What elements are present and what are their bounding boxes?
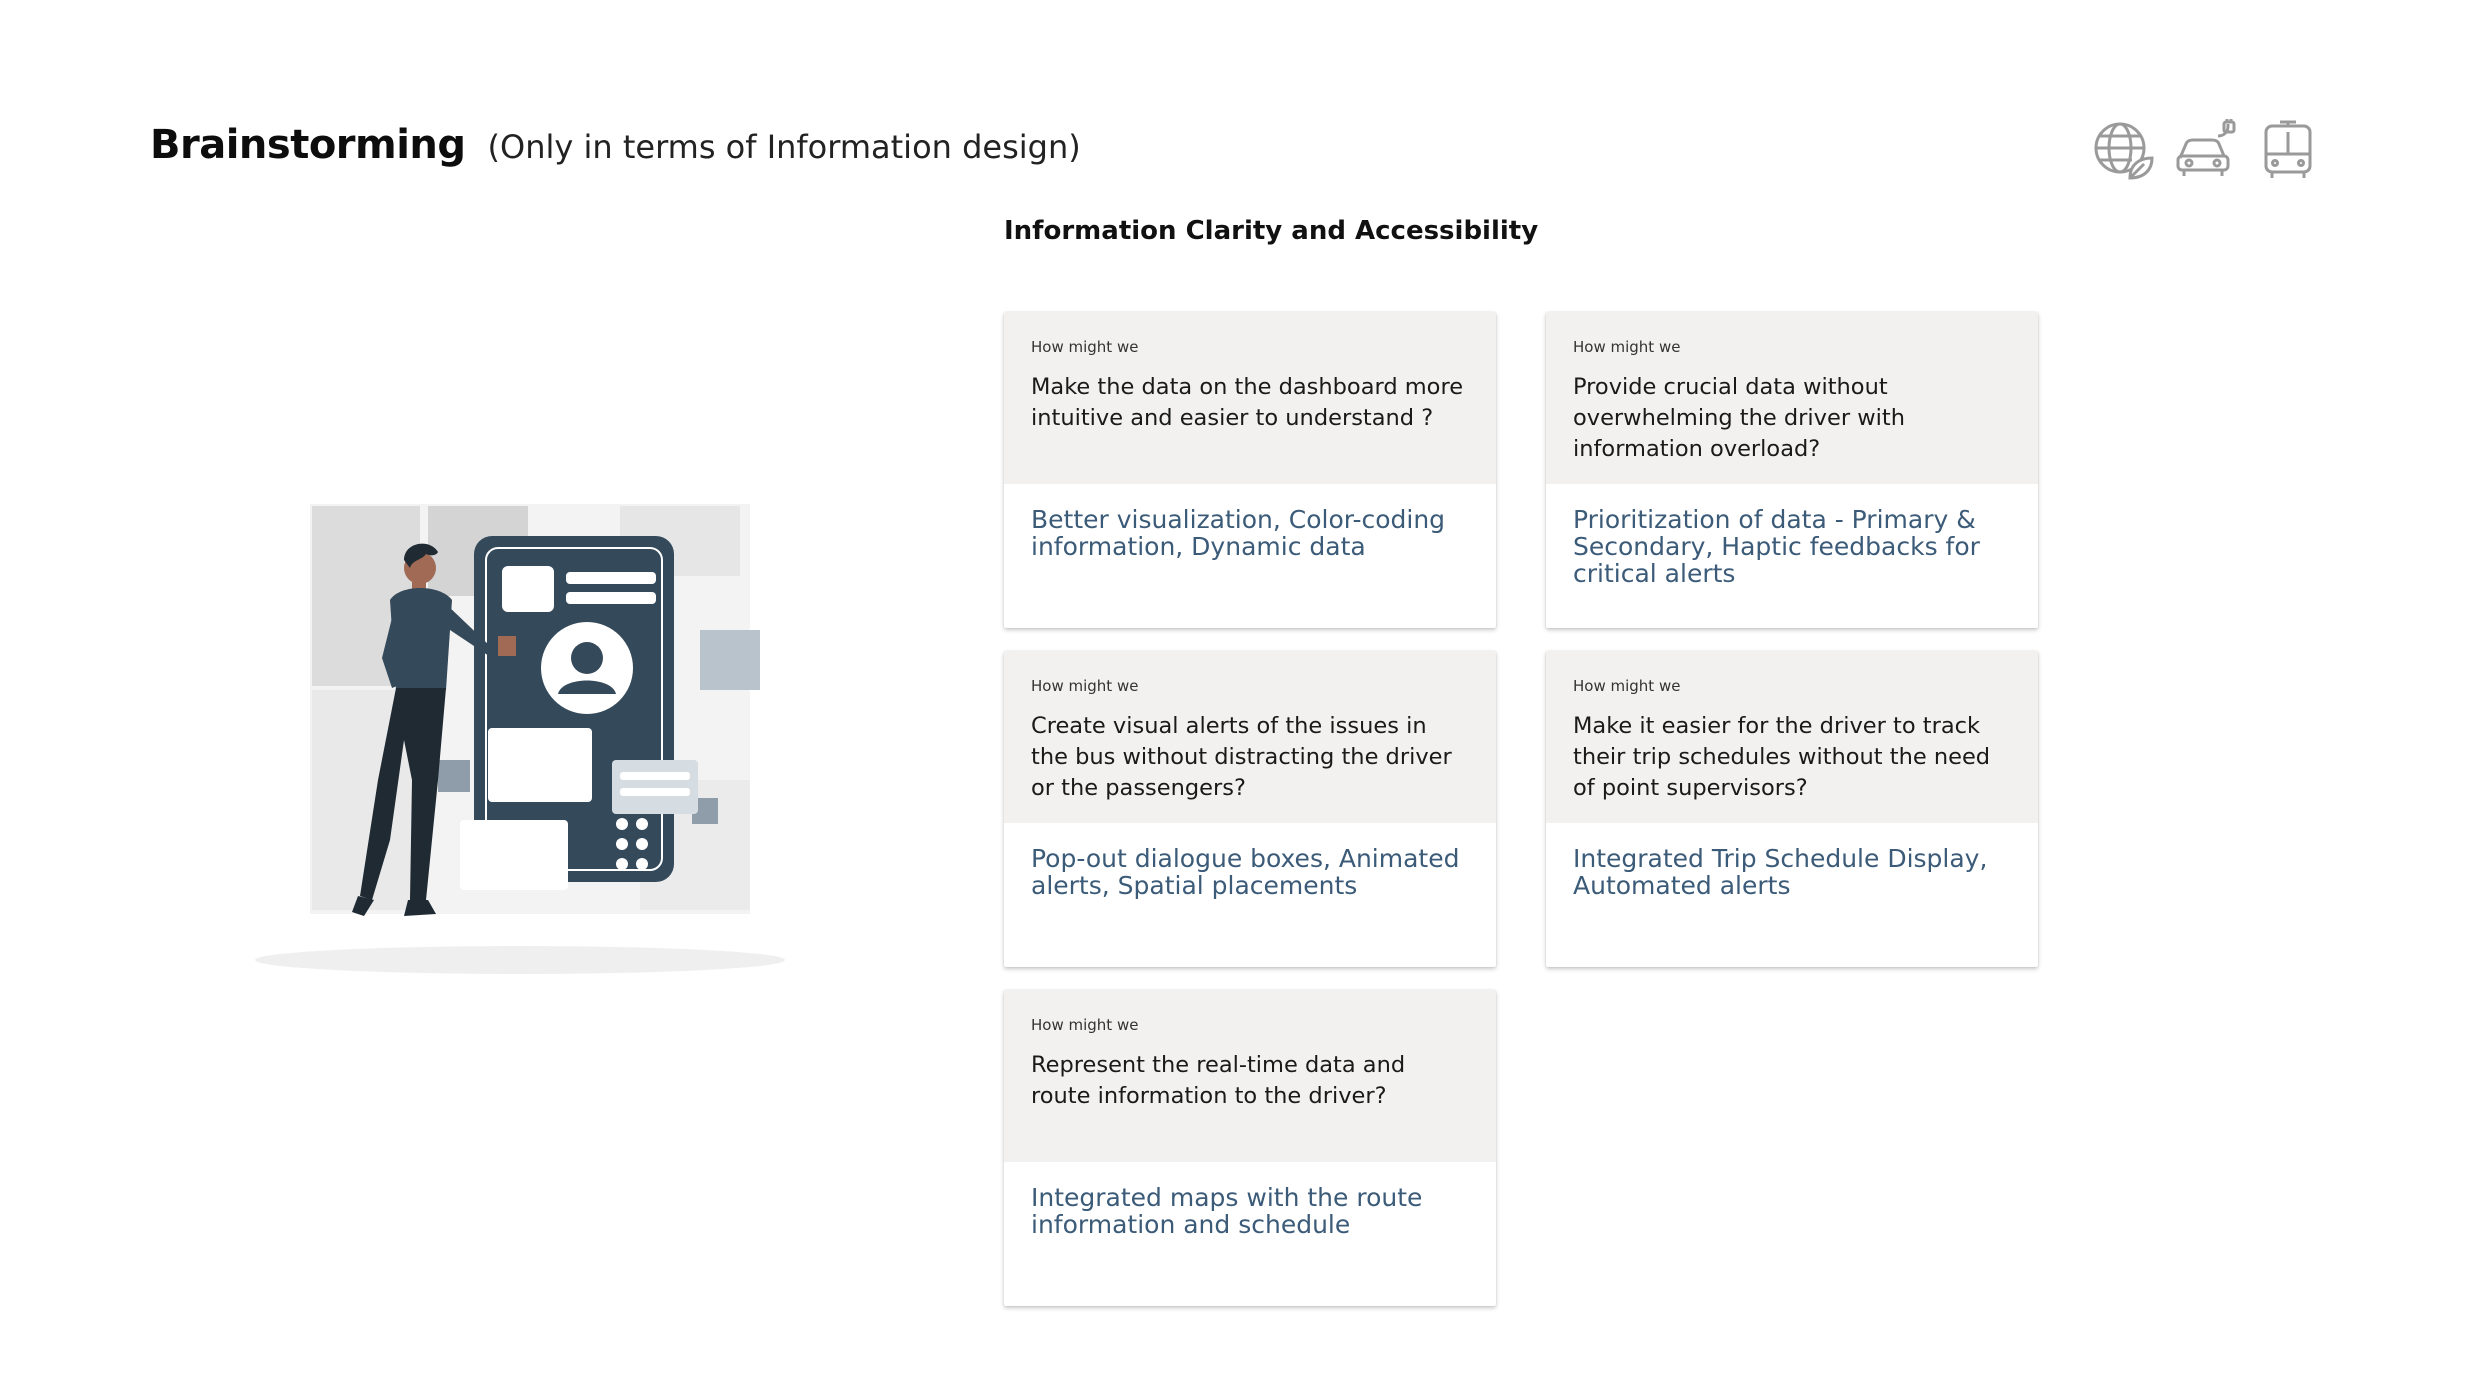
bus-icon: [2256, 118, 2320, 182]
page-subtitle: (Only in terms of Information design): [487, 128, 1081, 166]
globe-leaf-icon: [2092, 118, 2156, 182]
section-title: Information Clarity and Accessibility: [1004, 216, 1539, 246]
card-question: Provide crucial data without overwhelming the driver with information overload?: [1573, 374, 1905, 462]
hmw-card: [1546, 651, 2038, 967]
hmw-card: [1546, 312, 2038, 628]
card-answer: Pop-out dialogue boxes, Animated alerts, Spatial placements: [1031, 844, 1460, 900]
electric-car-icon: [2174, 118, 2238, 182]
card-label: How might we: [1031, 338, 1139, 356]
card-question: Represent the real-time data and route information to the driver?: [1031, 1052, 1406, 1109]
card-question: Create visual alerts of the issues in the bus without distracting the driver or the passengers?: [1031, 713, 1452, 801]
card-answer: Integrated Trip Schedule Display, Automated alerts: [1573, 844, 1988, 900]
card-label: How might we: [1031, 677, 1139, 695]
card-question-area: [1004, 990, 1496, 1162]
person-phone-illustration: [240, 480, 800, 980]
card-label: How might we: [1573, 338, 1681, 356]
card-answer: Better visualization, Color-coding information, Dynamic data: [1031, 505, 1446, 561]
card-answer: Integrated maps with the route information and schedule: [1031, 1183, 1423, 1239]
card-question: Make it easier for the driver to track their trip schedules without the need of point supervisors?: [1573, 713, 1991, 801]
page-title: Brainstorming: [150, 122, 466, 168]
card-question-area: [1004, 651, 1496, 823]
card-label: How might we: [1031, 1016, 1139, 1034]
hmw-card: [1004, 312, 1496, 628]
hmw-card: [1004, 651, 1496, 967]
card-question: Make the data on the dashboard more intuitive and easier to understand ?: [1031, 374, 1464, 431]
card-label: How might we: [1573, 677, 1681, 695]
card-answer: Prioritization of data - Primary & Secondary, Haptic feedbacks for critical alerts: [1573, 505, 1980, 588]
page-header: [150, 122, 1081, 168]
top-icon-group: [2092, 118, 2320, 182]
card-question-area: [1546, 651, 2038, 823]
card-question-area: [1546, 312, 2038, 484]
hmw-card: [1004, 990, 1496, 1306]
card-question-area: [1004, 312, 1496, 484]
